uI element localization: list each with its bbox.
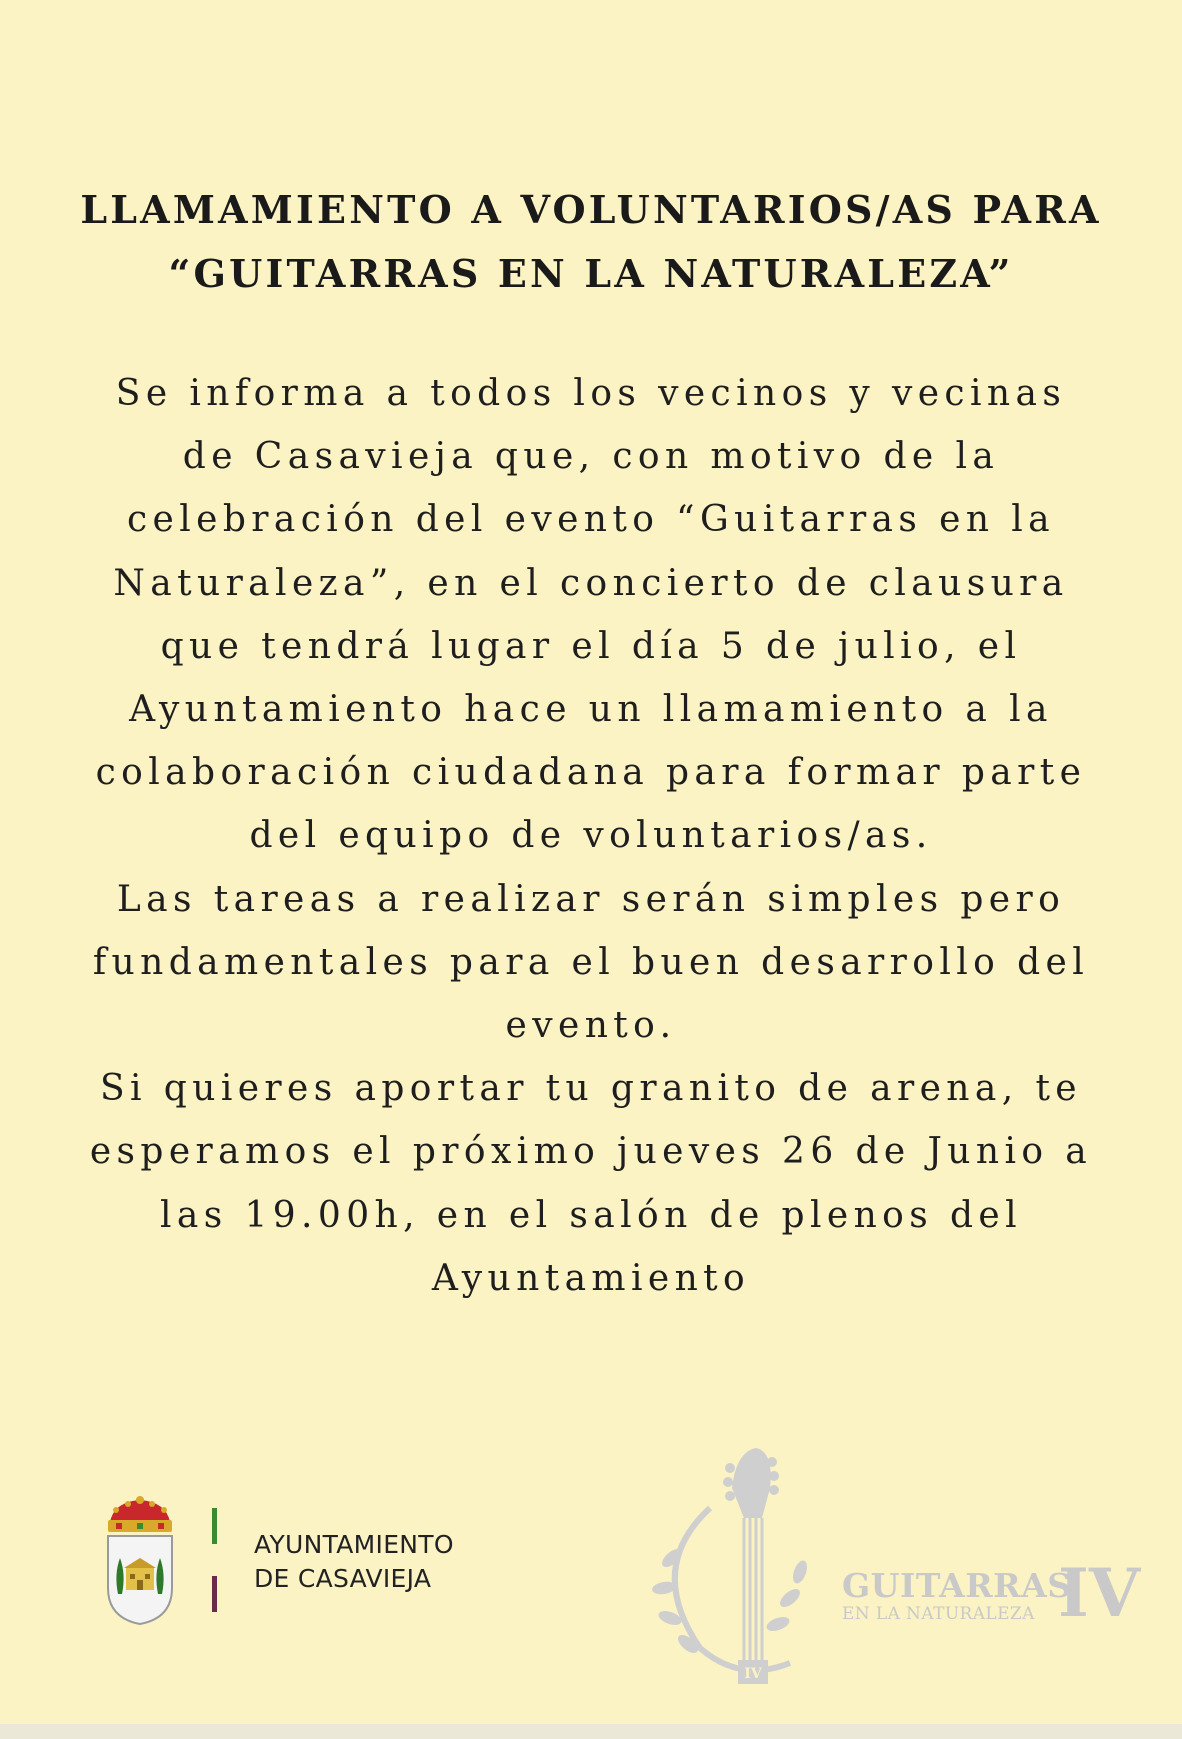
body-line: que tendrá lugar el día 5 de julio, el	[160, 625, 1022, 667]
body-line: Si quieres aportar tu granito de arena, te	[99, 1068, 1083, 1110]
ayuntamiento-name: AYUNTAMIENTO DE CASAVIEJA	[254, 1530, 454, 1593]
svg-text:IV: IV	[744, 1666, 762, 1682]
body-line: de Casavieja que, con motivo de la	[182, 436, 1000, 478]
body-line: celebración del evento “Guitarras en la	[126, 499, 1056, 541]
body-line: Naturaleza”, en el concierto de clausura	[113, 562, 1069, 604]
bottom-strip	[0, 1724, 1182, 1739]
body-line: las 19.00h, en el salón de plenos del	[159, 1194, 1023, 1236]
body-line: colaboración ciudadana para formar parte	[95, 752, 1087, 794]
body-line: del equipo de voluntarios/as.	[249, 815, 933, 857]
festival-logo-text	[842, 1568, 1072, 1624]
page-title	[40, 178, 1142, 306]
festival-edition: IV	[1058, 1554, 1141, 1632]
body-line: esperamos el próximo jueves 26 de Junio a	[89, 1131, 1093, 1173]
color-divider	[212, 1508, 217, 1612]
announcement-body	[30, 362, 1152, 1310]
body-line: Se informa a todos los vecinos y vecinas	[115, 373, 1067, 414]
title-line-1: LLAMAMIENTO A VOLUNTARIOS/AS PARA	[80, 187, 1102, 232]
festival-subtitle: EN LA NATURALEZA	[842, 1604, 1035, 1624]
body-line: evento.	[505, 1005, 677, 1047]
body-line: Ayuntamiento hace un llamamiento a la	[129, 689, 1053, 731]
festival-name: GUITARRAS	[842, 1566, 1072, 1605]
body-line: Las tareas a realizar serán simples pero	[116, 878, 1066, 920]
body-line: fundamentales para el buen desarrollo del	[92, 941, 1090, 983]
coat-of-arms-icon	[104, 1496, 176, 1626]
title-line-2: “GUITARRAS EN LA NATURALEZA”	[168, 251, 1014, 296]
guitar-logo-icon	[640, 1448, 860, 1688]
body-line: Ayuntamiento	[431, 1257, 751, 1299]
